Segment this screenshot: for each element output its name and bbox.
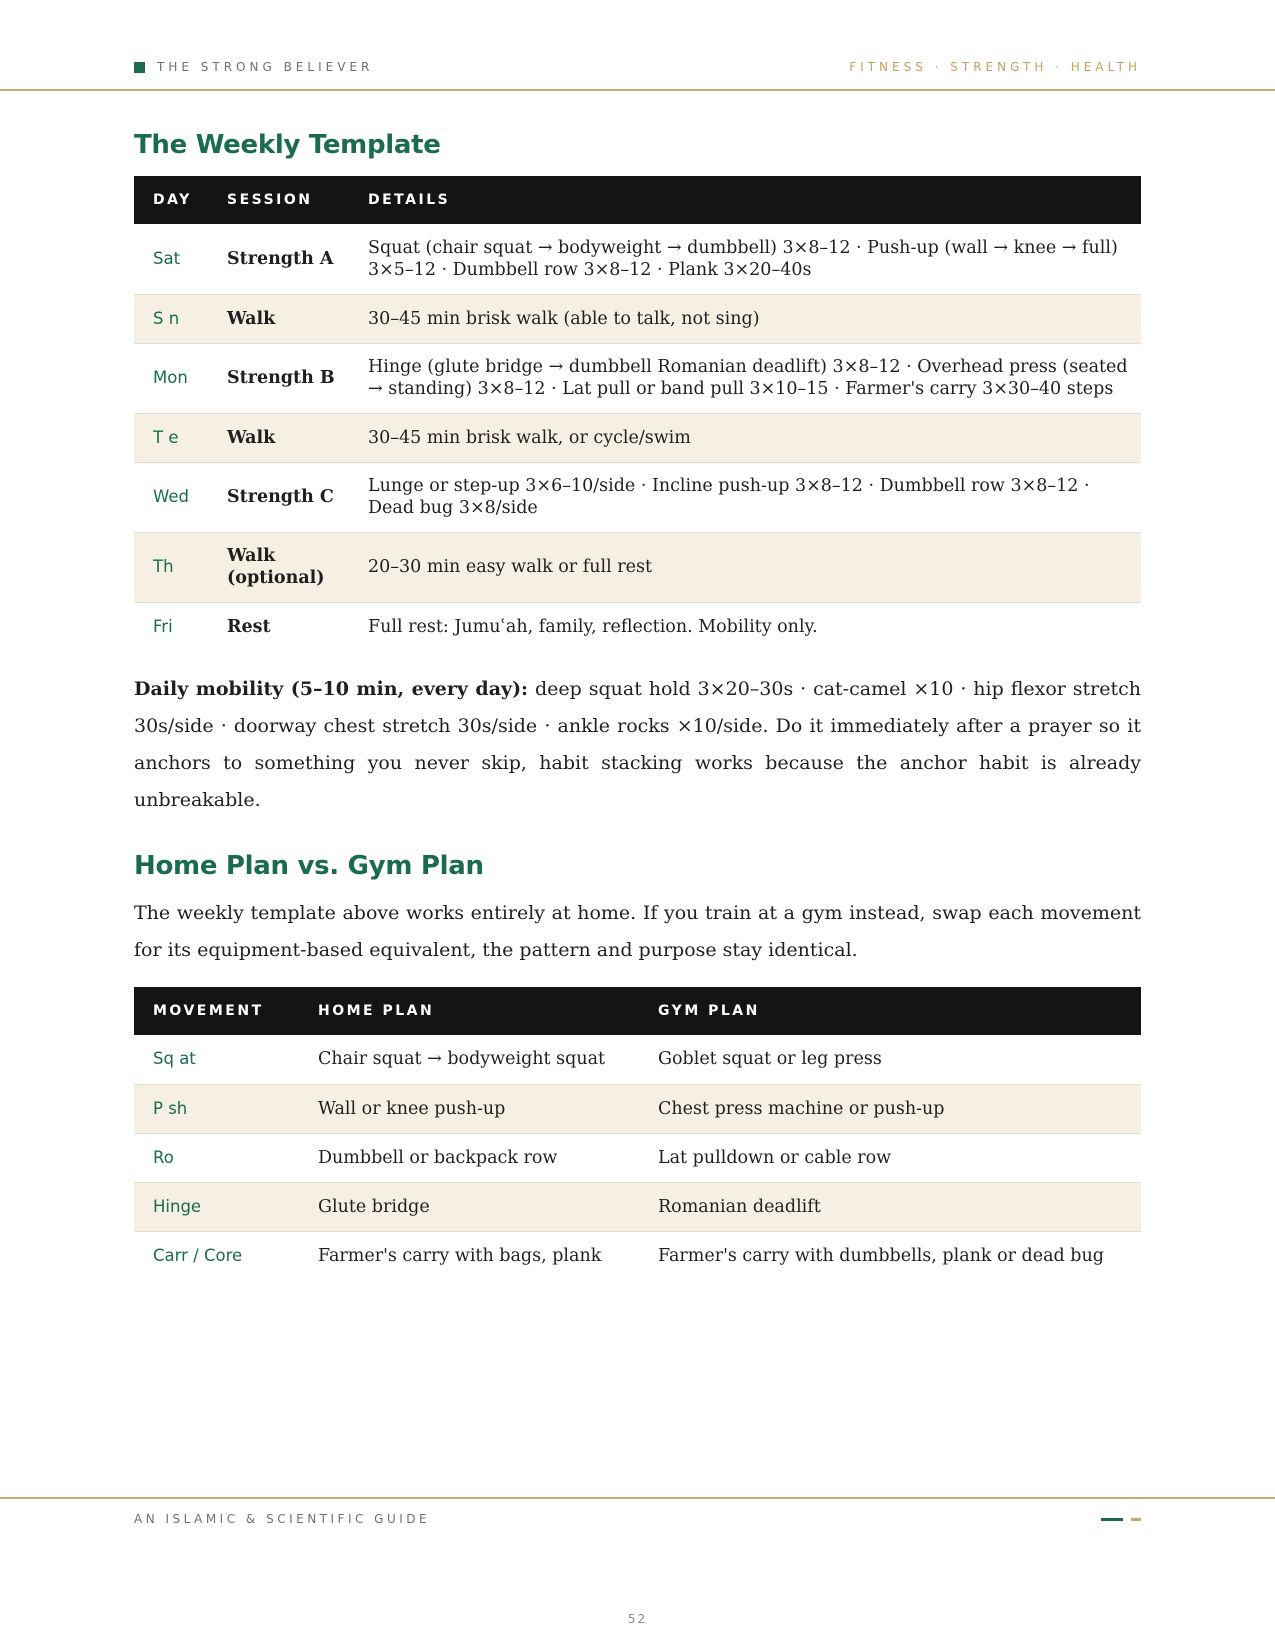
details-cell: 20–30 min easy walk or full rest: [349, 532, 1141, 602]
daily-mobility-text: deep squat hold 3×20–30s · cat-camel ×10 · hip flexor stretch 30s/side · doorway chest stretch 30s/side · ankle rocks ×10/side. Do it immediately after a prayer so it anchors to something you never skip, habit stacking works because the anchor habit is already unbreakable.: [134, 678, 1141, 811]
table-row: [134, 1084, 1141, 1133]
session-cell: Strength B: [208, 343, 349, 413]
gym-plan-cell: Romanian deadlift: [639, 1182, 1141, 1231]
home-vs-gym-table: [134, 987, 1141, 1280]
table-row: [134, 532, 1141, 602]
session-cell: Walk: [208, 413, 349, 462]
table-row: [134, 602, 1141, 651]
details-cell: 30–45 min brisk walk (able to talk, not sing): [349, 294, 1141, 343]
header-brand: [134, 60, 373, 74]
table-row: [134, 1231, 1141, 1280]
session-cell: Strength A: [208, 224, 349, 294]
page-footer: [134, 1512, 1141, 1526]
table-row: [134, 1035, 1141, 1084]
column-header-details: DETAILS: [349, 176, 1141, 224]
daily-mobility-lead: Daily mobility (5–10 min, every day):: [134, 678, 529, 700]
table-row: [134, 294, 1141, 343]
column-header-day: DAY: [134, 176, 208, 224]
home-plan-cell: Dumbbell or backpack row: [299, 1133, 639, 1182]
details-cell: Hinge (glute bridge → dumbbell Romanian deadlift) 3×8–12 · Overhead press (seated → standing) 3×8–12 · Lat pull or band pull 3×10–15 · Farmer's carry 3×30–40 steps: [349, 343, 1141, 413]
movement-cell: Ro: [134, 1133, 299, 1182]
table-row: [134, 462, 1141, 532]
page-content: [134, 130, 1141, 1280]
day-cell: Sat: [134, 224, 208, 294]
page-header: [134, 60, 1141, 74]
page-number: 52: [627, 1612, 648, 1626]
gold-dash-icon: [1131, 1518, 1141, 1521]
header-title: THE STRONG BELIEVER: [157, 60, 374, 74]
table-row: [134, 1133, 1141, 1182]
column-header-session: SESSION: [208, 176, 349, 224]
day-cell: Fri: [153, 616, 173, 636]
session-cell: Walk: [208, 294, 349, 343]
movement-cell: Carr / Core: [153, 1245, 243, 1265]
home-vs-gym-intro: The weekly template above works entirely at home. If you train at a gym instead, swap each movement for its equipment-based equivalent, the pattern and purpose stay identical.: [134, 902, 1141, 961]
header-tagline: FITNESS · STRENGTH · HEALTH: [849, 60, 1141, 74]
movement-cell: Sq at: [134, 1035, 299, 1084]
column-header-home-plan: HOME PLAN: [299, 987, 639, 1035]
gym-plan-cell: Lat pulldown or cable row: [639, 1133, 1141, 1182]
table-header-row: [134, 987, 1141, 1035]
weekly-template-heading: The Weekly Template: [134, 130, 441, 160]
home-vs-gym-heading: Home Plan vs. Gym Plan: [134, 851, 484, 881]
home-plan-cell: Wall or knee push-up: [299, 1084, 639, 1133]
table-header-row: [134, 176, 1141, 224]
details-cell: Full rest: Jumuʿah, family, reflection. Mobility only.: [368, 616, 818, 637]
day-cell: Mon: [134, 343, 208, 413]
home-plan-cell: Farmer's carry with bags, plank: [318, 1245, 602, 1266]
session-cell: Strength C: [208, 462, 349, 532]
brand-square-icon: [134, 62, 145, 73]
footer-title: AN ISLAMIC & SCIENTIFIC GUIDE: [134, 1512, 431, 1526]
footer-marks: [1101, 1518, 1141, 1521]
header-divider: [0, 89, 1275, 91]
table-row: [134, 1182, 1141, 1231]
session-cell: Walk (optional): [208, 532, 349, 602]
gym-plan-cell: Chest press machine or push-up: [639, 1084, 1141, 1133]
weekly-template-table: [134, 176, 1141, 651]
table-row: [134, 343, 1141, 413]
details-cell: Squat (chair squat → bodyweight → dumbbell) 3×8–12 · Push-up (wall → knee → full) 3×5–12 · Dumbbell row 3×8–12 · Plank 3×20–40s: [349, 224, 1141, 294]
home-plan-cell: Chair squat → bodyweight squat: [299, 1035, 639, 1084]
movement-cell: P sh: [134, 1084, 299, 1133]
gym-plan-cell: Farmer's carry with dumbbells, plank or dead bug: [658, 1245, 1104, 1266]
session-cell: Rest: [227, 616, 271, 637]
day-cell: Wed: [134, 462, 208, 532]
table-row: [134, 413, 1141, 462]
table-row: [134, 224, 1141, 294]
day-cell: S n: [134, 294, 208, 343]
day-cell: Th: [134, 532, 208, 602]
daily-mobility-paragraph: [134, 671, 1141, 819]
movement-cell: Hinge: [134, 1182, 299, 1231]
footer-divider: [0, 1497, 1275, 1499]
green-dash-icon: [1101, 1518, 1123, 1521]
column-header-gym-plan: GYM PLAN: [639, 987, 1141, 1035]
home-plan-cell: Glute bridge: [299, 1182, 639, 1231]
day-cell: T e: [134, 413, 208, 462]
gym-plan-cell: Goblet squat or leg press: [639, 1035, 1141, 1084]
details-cell: Lunge or step-up 3×6–10/side · Incline push-up 3×8–12 · Dumbbell row 3×8–12 · Dead bug 3×8/side: [349, 462, 1141, 532]
details-cell: 30–45 min brisk walk, or cycle/swim: [349, 413, 1141, 462]
column-header-movement: MOVEMENT: [134, 987, 299, 1035]
